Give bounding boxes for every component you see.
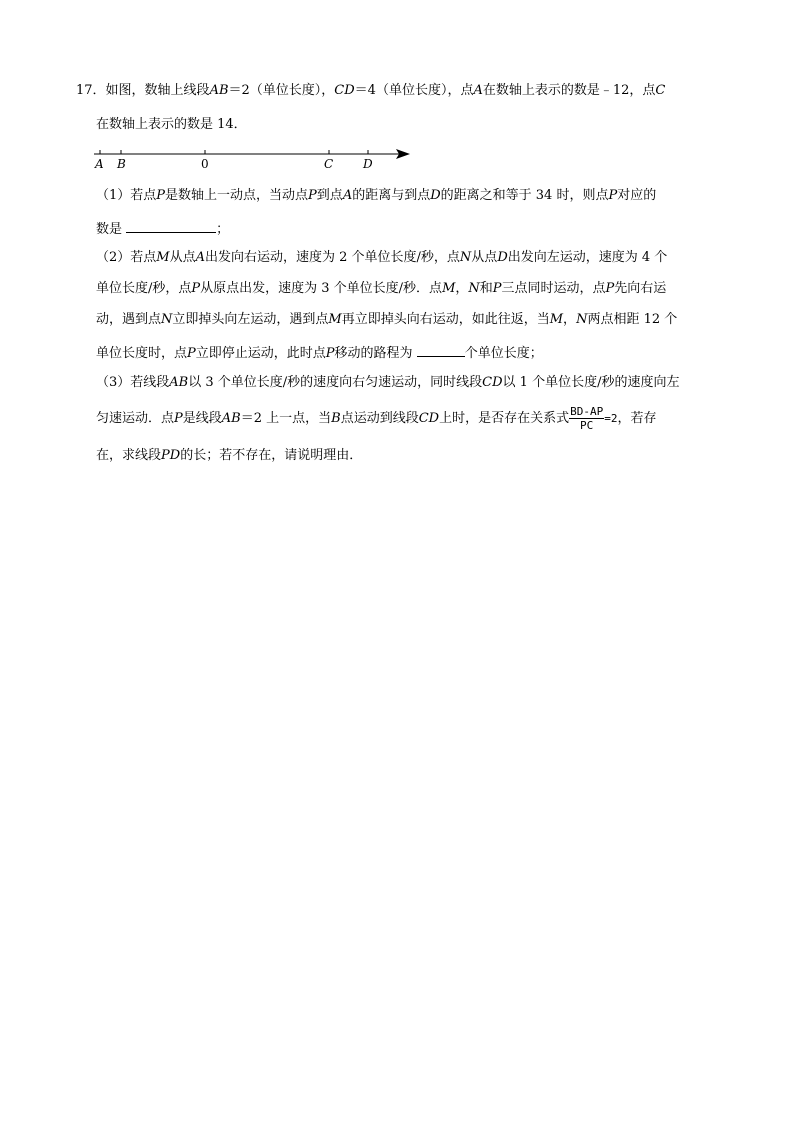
part2-line-4: 单位长度时，点P立即停止运动，此时点P移动的路程为 个单位长度； (96, 342, 543, 363)
number-line-figure (90, 144, 420, 176)
label-c: C (324, 157, 334, 171)
part3-line-2: 匀速运动．点P是线段AB＝2 上一点，当B点运动到线段CD上时，是否存在关系式 $\frac{BD-AP}{PC}$ =2，若存 (96, 405, 657, 432)
relation-fraction (569, 405, 604, 432)
part2-line-1: （2）若点M从点A出发向右运动，速度为 2 个单位长度/秒，点N从点D出发向左运动，速度为 4 个 (96, 250, 668, 265)
label-b: B (117, 157, 126, 171)
problem-line-1: 17．如图，数轴上线段AB＝2（单位长度），CD＝4（单位长度），点A在数轴上表示的数是﹣12，点C (76, 83, 666, 98)
part1-line-2: 数是 ； (96, 218, 229, 239)
part3-line-3: 在，求线段PD的长；若不存在，请说明理由． (96, 448, 363, 463)
fraction-numerator: BD-AP (570, 405, 604, 418)
problem-number: 17． (76, 83, 106, 98)
label-0: 0 (201, 157, 209, 171)
label-d: D (363, 157, 373, 171)
fraction-denominator: PC (580, 419, 594, 432)
problem-line-2: 在数轴上表示的数是 14． (96, 117, 247, 132)
part2-answer-blank[interactable] (417, 342, 465, 357)
part2-line-3: 动，遇到点N立即掉头向左运动，遇到点M再立即掉头向右运动，如此往返，当M，N两点相距 12 个 (96, 312, 678, 327)
part1-line-1: （1）若点P是数轴上一动点，当动点P到点A的距离与到点D的距离之和等于 34 时，则点P对应的 (96, 188, 657, 203)
part3-line-1: （3）若线段AB以 3 个单位长度/秒的速度向右匀速运动，同时线段CD以 1 个单位长度/秒的速度向左 (96, 375, 680, 390)
part1-answer-blank[interactable] (126, 218, 216, 233)
label-a: A (95, 157, 104, 171)
fraction-equals: =2 (604, 412, 618, 425)
part2-line-2: 单位长度/秒，点P从原点出发，速度为 3 个单位长度/秒．点M，N和P三点同时运动，点P先向右运 (96, 281, 667, 296)
